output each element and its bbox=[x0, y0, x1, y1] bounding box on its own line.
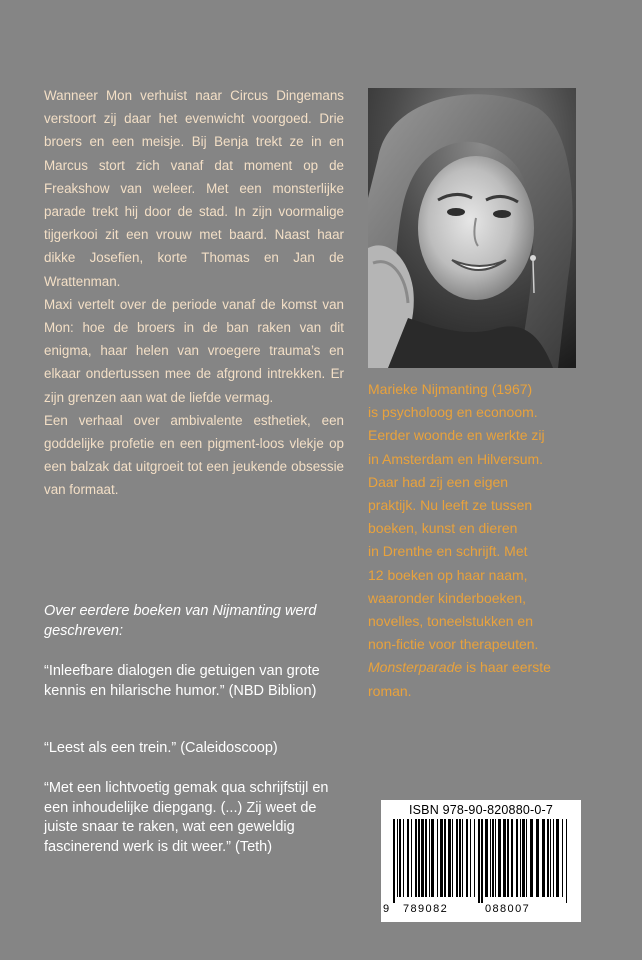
barcode-bar bbox=[418, 819, 420, 897]
blurb-paragraph: Maxi vertelt over de periode vanaf de komst van Mon: hoe de broers in de ban raken van dit enigma, haar helen van vroegere trauma’s en elkaar ondertussen mee de afgrond intrekken. Er zijn grenzen aan wat de liefde vermag. bbox=[44, 296, 344, 405]
barcode-bar bbox=[456, 819, 458, 897]
barcode-bar bbox=[421, 819, 424, 897]
bio-line-rest: is haar eerste bbox=[462, 659, 551, 676]
barcode-bar bbox=[452, 819, 453, 897]
isbn-label: ISBN 978-90-820880-0-7 bbox=[408, 803, 554, 817]
bio-line: waaronder kinderboeken, bbox=[368, 589, 526, 606]
barcode-bar bbox=[437, 819, 438, 897]
barcode-digits-left: 789082 bbox=[403, 903, 449, 915]
author-bio bbox=[368, 378, 598, 703]
bio-line bbox=[368, 656, 598, 679]
reviews-heading: Over eerdere boeken van Nijmanting werd geschreven: bbox=[44, 603, 317, 639]
barcode-bar bbox=[507, 819, 509, 897]
bio-line: novelles, toneelstukken en bbox=[368, 613, 533, 630]
barcode-bar bbox=[462, 819, 463, 897]
barcode-icon bbox=[391, 819, 573, 903]
barcode-bar bbox=[474, 819, 475, 897]
barcode-bar bbox=[566, 819, 567, 903]
barcode-bar bbox=[399, 819, 401, 897]
barcode-bar bbox=[425, 819, 427, 897]
barcode-digits-right: 088007 bbox=[485, 903, 531, 915]
barcode-bar bbox=[542, 819, 545, 897]
barcode-bar bbox=[440, 819, 443, 897]
barcode-bar bbox=[393, 819, 395, 903]
barcode-bar bbox=[522, 819, 525, 897]
barcode-bar bbox=[429, 819, 430, 897]
barcode-bar bbox=[411, 819, 412, 897]
barcode-bar bbox=[536, 819, 539, 897]
review-quote: “Met een lichtvoetig gemak qua schrijfstijl en een inhoudelijke diepgang. (...) Zij weet de juiste snaar te raken, wat een geweldig fascinerend werk is dit weer.” (Teth) bbox=[44, 780, 329, 855]
bio-line: non-fictie voor therapeuten. bbox=[368, 636, 539, 653]
bio-line: Daar had zij een eigen bbox=[368, 473, 509, 490]
barcode-bar bbox=[516, 819, 518, 897]
review-quote: “Leest als een trein.” (Caleidoscoop) bbox=[44, 740, 278, 756]
barcode-bar bbox=[481, 819, 483, 903]
barcode-bar bbox=[492, 819, 494, 897]
blurb-paragraph: Wanneer Mon verhuist naar Circus Dingemans verstoort zij daar het evenwicht voorgoed. Drie broers en een meisje. Bij Benja trekt ze in en Marcus stort zich vanaf dat moment op de Freakshow van weleer. Met een monsterlijke parade trekt hij door de stad. In zijn voormalige tijgerkooi zit een vrouw met baard. Naast haar dikke Josefien, korte Thomas en Jan de Wrattenman. bbox=[44, 88, 344, 289]
barcode-bar bbox=[431, 819, 434, 897]
bio-line: praktijk. Nu leeft ze tussen bbox=[368, 497, 533, 514]
barcode-bar bbox=[478, 819, 480, 903]
barcode-bar bbox=[526, 819, 527, 897]
bio-line: Marieke Nijmanting (1967) bbox=[368, 381, 533, 397]
barcode-bar bbox=[498, 819, 501, 897]
blurb-paragraph: Een verhaal over ambivalente esthetiek, een goddelijke profetie en een pigment-loos vlekje op een balzak dat uitgroeit tot een jeukende obsessie van formaat. bbox=[44, 412, 344, 498]
barcode-bar bbox=[444, 819, 446, 897]
barcode-bar bbox=[511, 819, 513, 897]
barcode-bar bbox=[553, 819, 554, 897]
barcode-bar bbox=[556, 819, 559, 897]
barcode-bar bbox=[470, 819, 471, 897]
barcode-bar bbox=[415, 819, 417, 897]
book-title: Monsterparade bbox=[368, 659, 463, 676]
bio-line: is psycholoog en econoom. bbox=[368, 404, 538, 421]
bio-line: Eerder woonde en werkte zij bbox=[368, 427, 545, 444]
barcode-bar bbox=[466, 819, 468, 897]
barcode-bar bbox=[550, 819, 551, 897]
barcode-bar bbox=[448, 819, 451, 897]
barcode-bar bbox=[562, 819, 563, 897]
review-quote: “Inleefbare dialogen die getuigen van grote kennis en hilarische humor.” (NBD Biblion) bbox=[44, 663, 320, 699]
barcode-bar bbox=[503, 819, 506, 897]
bio-line: in Amsterdam en Hilversum. bbox=[368, 450, 544, 467]
barcode-bar bbox=[407, 819, 409, 897]
bio-line: boeken, kunst en dieren bbox=[368, 520, 518, 537]
barcode-bar bbox=[530, 819, 533, 897]
barcode-bar bbox=[490, 819, 491, 897]
isbn-barcode bbox=[381, 800, 581, 922]
bio-line: 12 boeken op haar naam, bbox=[368, 566, 528, 583]
barcode-bar bbox=[397, 819, 398, 897]
bio-line: in Drenthe en schrijft. Met bbox=[368, 543, 528, 560]
bio-line: roman. bbox=[368, 682, 412, 699]
barcode-bar bbox=[485, 819, 488, 897]
barcode-bar bbox=[547, 819, 549, 897]
barcode-bar bbox=[495, 819, 496, 897]
author-portrait-photo bbox=[368, 88, 576, 368]
barcode-bar bbox=[520, 819, 521, 897]
barcode-bar bbox=[459, 819, 461, 897]
barcode-digit-first: 9 bbox=[383, 903, 391, 915]
back-cover-blurb bbox=[44, 84, 344, 502]
barcode-bar bbox=[403, 819, 404, 897]
